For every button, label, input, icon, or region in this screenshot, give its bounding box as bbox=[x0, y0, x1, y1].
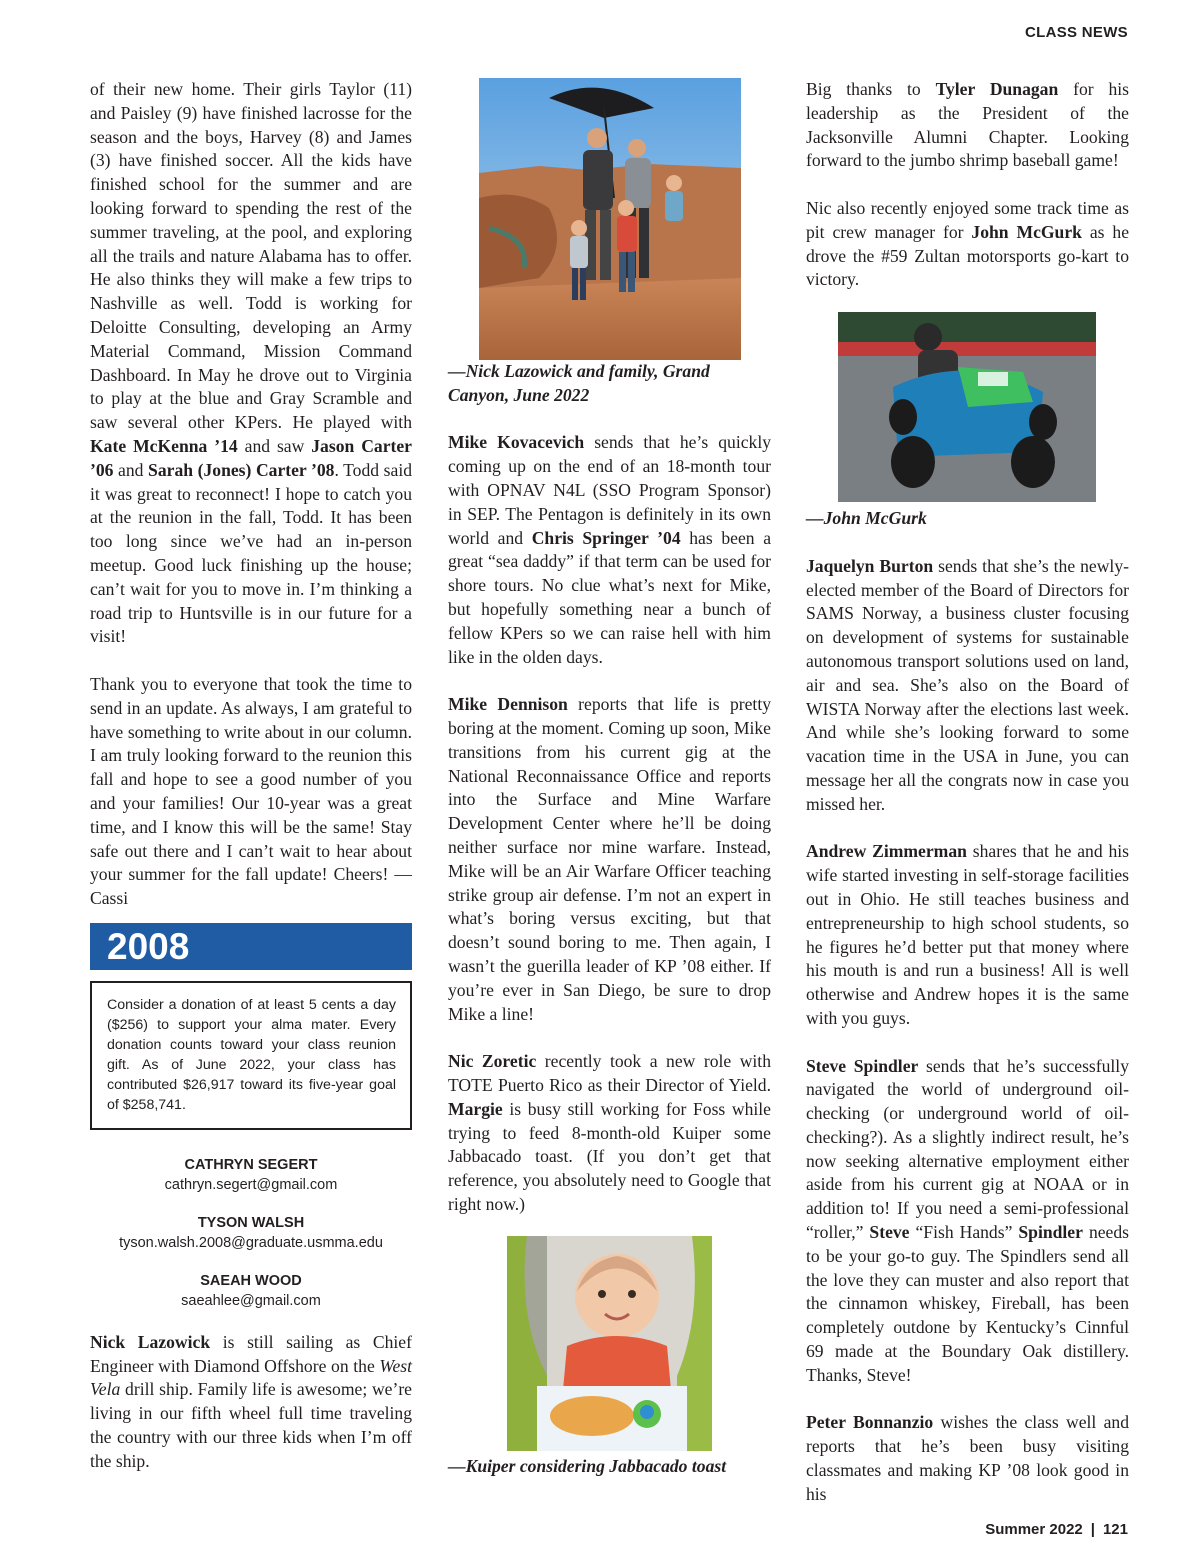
baby-highchair-photo bbox=[507, 1236, 712, 1451]
class-year-banner: 2008 bbox=[90, 923, 412, 970]
issue-label: Summer 2022 bbox=[985, 1521, 1083, 1538]
class-contacts bbox=[90, 1155, 412, 1311]
contact-entry bbox=[90, 1271, 412, 1311]
page-number: 121 bbox=[1102, 1521, 1128, 1538]
paragraph-thanks: Thank you to everyone that took the time to send in an update. As always, I am grateful to have something to write about in our column. I am truly looking forward to the reunion this fall and hope to see a good number of you and your families! Our 10-year was a great time, and I know this will be the same! Stay safe out there and I can’t wait to hear about your summer for the fall update! Cheers! —Cassi bbox=[90, 673, 412, 909]
contact-email[interactable]: tyson.walsh.2008@graduate.usmma.edu bbox=[119, 1234, 383, 1251]
grand-canyon-family-photo bbox=[479, 78, 741, 360]
paragraph-zimmerman: Andrew Zimmerman shares that he and his wife started investing in self-storage facilities out in Ohio. He still teaches business and entrepreneurship to high school students, so he figures he’d better put that money where his mouth is and run a business! All is well otherwise and Andrew hopes it is the same with you guys. bbox=[806, 841, 1129, 1028]
photo-caption: —Kuiper considering Jabbacado toast bbox=[448, 1456, 727, 1477]
column-1 bbox=[90, 78, 412, 1497]
contact-entry bbox=[90, 1213, 412, 1253]
paragraph-dennison: Mike Dennison reports that life is pretty boring at the moment. Coming up soon, Mike transitions from his current gig at the National Reconnaissance Office and reports into the Surface and Mine Warfare Development Center where he’ll be doing neither surface nor mine warfare. Instead, Mike will be an Air Warfare Officer teaching strike group air defense. I’m not an expert in what’s boring versus exciting, but that doesn’t sound boring to me. Then again, I wasn’t the guerilla leader of KP ’08 either. If you’re ever in San Diego, be sure to drop Mike a line! bbox=[448, 694, 772, 1024]
photo-caption: —Nick Lazowick and family, Grand Canyon, June 2022 bbox=[448, 361, 710, 405]
contact-name: TYSON WALSH bbox=[197, 1214, 305, 1231]
contact-email[interactable]: saeahlee@gmail.com bbox=[181, 1292, 321, 1309]
footer-separator: | bbox=[1090, 1521, 1095, 1538]
paragraph-mcgurk: Nic also recently enjoyed some track time as pit crew manager for John McGurk as he drove the #59 Zultan motorsports go-kart to victory. bbox=[806, 197, 1129, 290]
page-footer bbox=[985, 1521, 1128, 1538]
contact-entry bbox=[90, 1155, 412, 1195]
contact-name: CATHRYN SEGERT bbox=[184, 1156, 318, 1173]
paragraph-kovacevich: Mike Kovacevich sends that he’s quickly coming up on the end of an 18-month tour with OPNAV N4L (SSO Program Sponsor) in SEP. The Pentagon is definitely in its own world and Chris Springer ’04 has been a great “sea daddy” if that term can be used for shore tours. No clue what’s next for Mike, but hopefully something near a bunch of fellow KPers so we can raise hell with him like in the olden days. bbox=[448, 432, 772, 667]
paragraph-bonnanzio: Peter Bonnanzio wishes the class well and reports that he’s been busy visiting classmates and making KP ’08 look good in his bbox=[806, 1412, 1129, 1504]
contact-email[interactable]: cathryn.segert@gmail.com bbox=[164, 1176, 338, 1193]
column-3 bbox=[806, 78, 1129, 1530]
paragraph-spindler: Steve Spindler sends that he’s successfully navigated the world of underground oil-checking (or underground world of oil-checking?). As a slightly indirect result, he’s now seeking alternative employment either aside from his current gig at NOAA or in addition to! If you need a semi-professional “roller,” Steve “Fish Hands” Spindler needs to be your go-to guy. The Spindlers send all the love they can muster and also report that the cinnamon whiskey, Fireball, has been completely outdone by Kentucky’s Cinnful 69 made at the Boundary Oak distillery. Thanks, Steve! bbox=[806, 1055, 1129, 1385]
photo-caption: —John McGurk bbox=[806, 508, 927, 529]
paragraph-todd: of their new home. Their girls Taylor (11) and Paisley (9) have finished lacrosse for the season and the boys, Harvey (8) and James (3) have finished soccer. All the kids have finished school for the summer and are looking forward to spending the rest of the summer traveling, at the pool, and exploring all the trails and nature Alabama has to offer. He also thinks they will make a few trips to Nashville as well. Todd is working for Deloitte Consulting, developing an Army Material Command, Mission Command Dashboard. In May he drove out to Virginia to play at the blue and Gray Scramble and saw several other KPers. He played with Kate McKenna ’14 and saw Jason Carter ’06 and Sarah (Jones) Carter ’08. Todd said it was great to reconnect! I hope to catch you at the reunion in the fall, Todd. It has been too long since we’ve had an in-person meetup. Good luck finishing up the house; can’t wait for you to move in. I’m thinking a road trip to Huntsville is in our future for a visit! bbox=[90, 79, 412, 647]
paragraph-nick: Nick Lazowick is still sailing as Chief Engineer with Diamond Offshore on the West Vela drill ship. Family life is awesome; we’re living in our fifth wheel full time traveling the country with our three kids when I’m off the ship. bbox=[90, 1331, 412, 1471]
column-2 bbox=[448, 78, 771, 1503]
section-label: CLASS NEWS bbox=[1024, 24, 1128, 41]
paragraph-dunagan: Big thanks to Tyler Dunagan for his leadership as the President of the Jacksonville Alumni Chapter. Looking forward to the jumbo shrimp baseball game! bbox=[806, 79, 1129, 171]
paragraph-burton: Jaquelyn Burton sends that she’s the newly-elected member of the Board of Directors for SAMS Norway, a business cluster focusing on development of systems for sustainable autonomous transport solutions used on land, air and sea. She’s also on the Board of WISTA Norway after the elections last week. And while she’s looking forward to some vacation time in the USA in June, you can message her all the congrats now in case you missed her. bbox=[806, 555, 1129, 814]
go-kart-photo bbox=[838, 312, 1096, 502]
contact-name: SAEAH WOOD bbox=[200, 1272, 302, 1289]
paragraph-zoretic: Nic Zoretic recently took a new role with TOTE Puerto Rico as their Director of Yield. Margie is busy still working for Foss while trying to feed 8-month-old Kuiper some Jabbacado toast. (If you don’t get that reference, you absolutely need to Google that right now.) bbox=[448, 1051, 771, 1214]
donation-box: Consider a donation of at least 5 cents a day ($256) to support your alma mater. Every donation counts toward your class reunion gift. As of June 2022, your class has contributed $26,917 toward its five-year goal of $258,741. bbox=[90, 981, 412, 1130]
